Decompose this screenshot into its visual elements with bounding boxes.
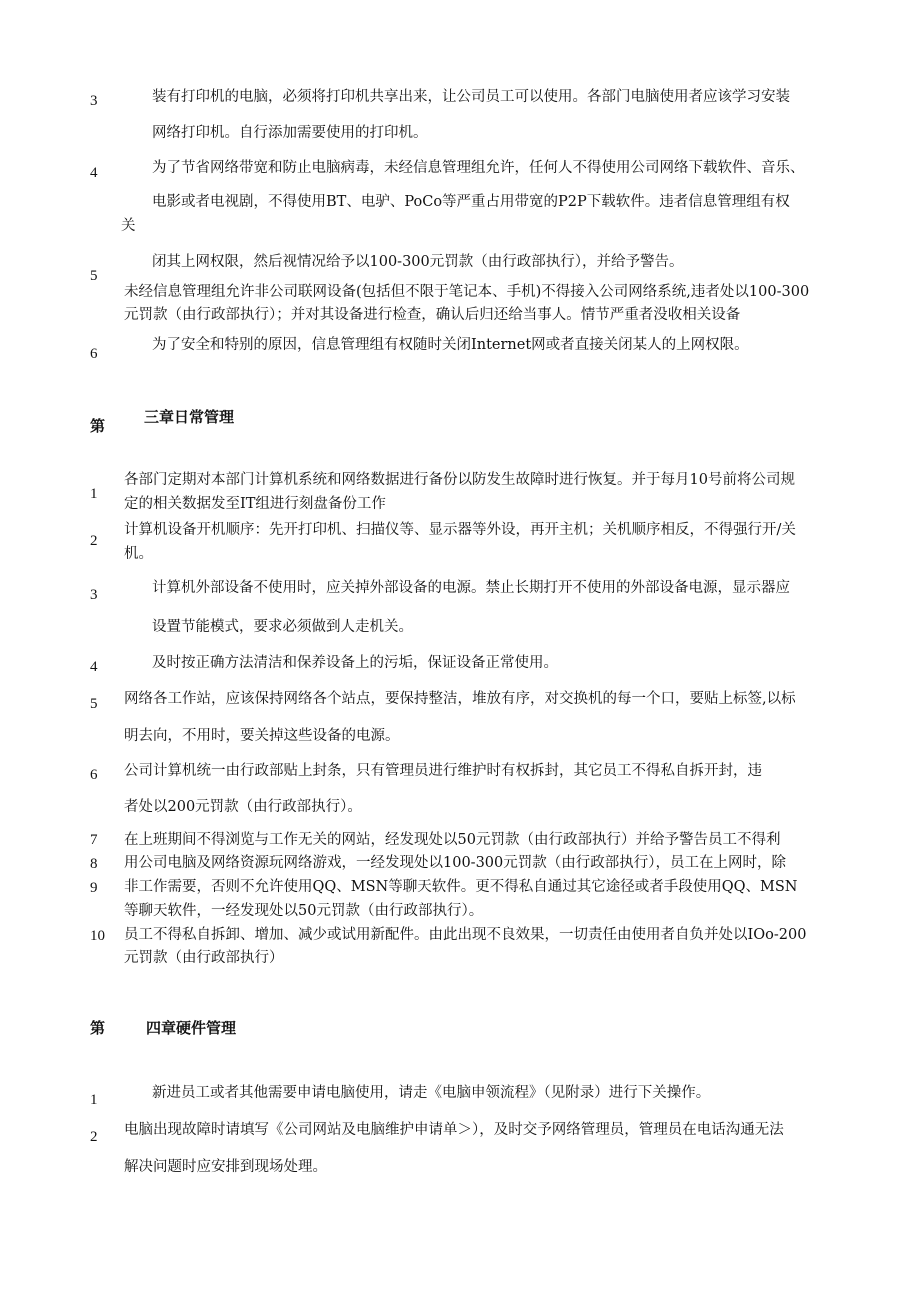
paragraph-line: 关 <box>121 218 136 234</box>
paragraph-line: 元罚款（由行政部执行）；并对其设备进行检查，确认后归还给当事人。情节严重者没收相关设备 <box>124 307 741 323</box>
paragraph-line: 者处以200元罚款（由行政部执行）。 <box>124 799 362 815</box>
paragraph-line: 及时按正确方法清洁和保养设备上的污垢，保证设备正常使用。 <box>152 655 558 671</box>
paragraph-line: 机。 <box>124 546 153 562</box>
paragraph-line: 用公司电脑及网络资源玩网络游戏，一经发现处以100-300元罚款（由行政部执行），员工在上网时，除 <box>124 855 786 871</box>
paragraph-line: 闭其上网权限，然后视情况给予以100-300元罚款（由行政部执行），并给予警告。 <box>152 254 684 270</box>
paragraph-line: 新进员工或者其他需要申请电脑使用，请走《电脑申领流程》（见附录）进行下关操作。 <box>152 1085 711 1101</box>
chapter-prefix: 第 <box>90 1019 106 1037</box>
paragraph-line: 为了安全和特别的原因，信息管理组有权随时关闭Internet网或者直接关闭某人的上网权限。 <box>152 337 749 353</box>
item-number: 6 <box>90 767 98 783</box>
paragraph-line: 公司计算机统一由行政部贴上封条，只有管理员进行维护时有权拆封，其它员工不得私自拆开封，违 <box>124 763 762 779</box>
item-number: 1 <box>90 1092 98 1108</box>
item-number: 8 <box>90 856 98 872</box>
item-number: 10 <box>90 928 105 944</box>
chapter-prefix: 第 <box>90 417 106 435</box>
paragraph-line: 设置节能模式，要求必须做到人走机关。 <box>152 619 413 635</box>
paragraph-line: 定的相关数据发至IT组进行刻盘备份工作 <box>124 496 386 512</box>
paragraph-line: 为了节省网络带宽和防止电脑病毒，未经信息管理组允许，任何人不得使用公司网络下载软件、音乐、 <box>152 160 805 176</box>
item-number: 5 <box>90 268 98 284</box>
item-number: 2 <box>90 1129 98 1145</box>
paragraph-line: 网络各工作站，应该保持网络各个站点，要保持整洁，堆放有序，对交换机的每一个口，要贴上标签,以标 <box>124 691 796 707</box>
paragraph-line: 未经信息管理组允许非公司联网设备(包括但不限于笔记本、手机)不得接入公司网络系统,违者处以100-300 <box>124 284 810 300</box>
paragraph-line: 网络打印机。自行添加需要使用的打印机。 <box>152 125 428 141</box>
item-number: 6 <box>90 346 98 362</box>
paragraph-line: 计算机外部设备不使用时，应关掉外部设备的电源。禁止长期打开不使用的外部设备电源，显示器应 <box>152 580 790 596</box>
paragraph-line: 非工作需要，否则不允许使用QQ、MSN等聊天软件。更不得私自通过其它途径或者手段使用QQ、MSN <box>124 879 798 895</box>
item-number: 2 <box>90 533 98 549</box>
chapter-title: 三章日常管理 <box>144 408 235 426</box>
item-number: 3 <box>90 93 98 109</box>
item-number: 5 <box>90 696 98 712</box>
paragraph-line: 元罚款（由行政部执行） <box>124 950 284 966</box>
item-number: 9 <box>90 880 98 896</box>
paragraph-line: 装有打印机的电脑，必须将打印机共享出来，让公司员工可以使用。各部门电脑使用者应该学习安装 <box>152 89 790 105</box>
paragraph-line: 计算机设备开机顺序：先开打印机、扫描仪等、显示器等外设，再开主机；关机顺序相反，不得强行开/关 <box>124 522 796 538</box>
item-number: 3 <box>90 587 98 603</box>
paragraph-line: 明去向，不用时，要关掉这些设备的电源。 <box>124 728 400 744</box>
item-number: 4 <box>90 659 98 675</box>
paragraph-line: 电脑出现故障时请填写《公司网站及电脑维护申请单＞），及时交予网络管理员，管理员在电话沟通无法 <box>124 1122 784 1138</box>
chapter-title: 四章硬件管理 <box>146 1019 237 1037</box>
paragraph-line: 在上班期间不得浏览与工作无关的网站，经发现处以50元罚款（由行政部执行）并给予警告员工不得利 <box>124 832 781 848</box>
paragraph-line: 员工不得私自拆卸、增加、减少或试用新配件。由此出现不良效果，一切责任由使用者自负并处以IOo-200 <box>124 927 807 943</box>
item-number: 1 <box>90 486 98 502</box>
paragraph-line: 等聊天软件，一经发现处以50元罚款（由行政部执行）。 <box>124 903 484 919</box>
item-number: 7 <box>90 832 98 848</box>
paragraph-line: 电影或者电视剧，不得使用BT、电驴、PoCo等严重占用带宽的P2P下载软件。违者信息管理组有权 <box>152 194 790 210</box>
item-number: 4 <box>90 165 98 181</box>
paragraph-line: 解决问题时应安排到现场处理。 <box>124 1159 327 1175</box>
paragraph-line: 各部门定期对本部门计算机系统和网络数据进行备份以防发生故障时进行恢复。并于每月10号前将公司规 <box>124 472 795 488</box>
